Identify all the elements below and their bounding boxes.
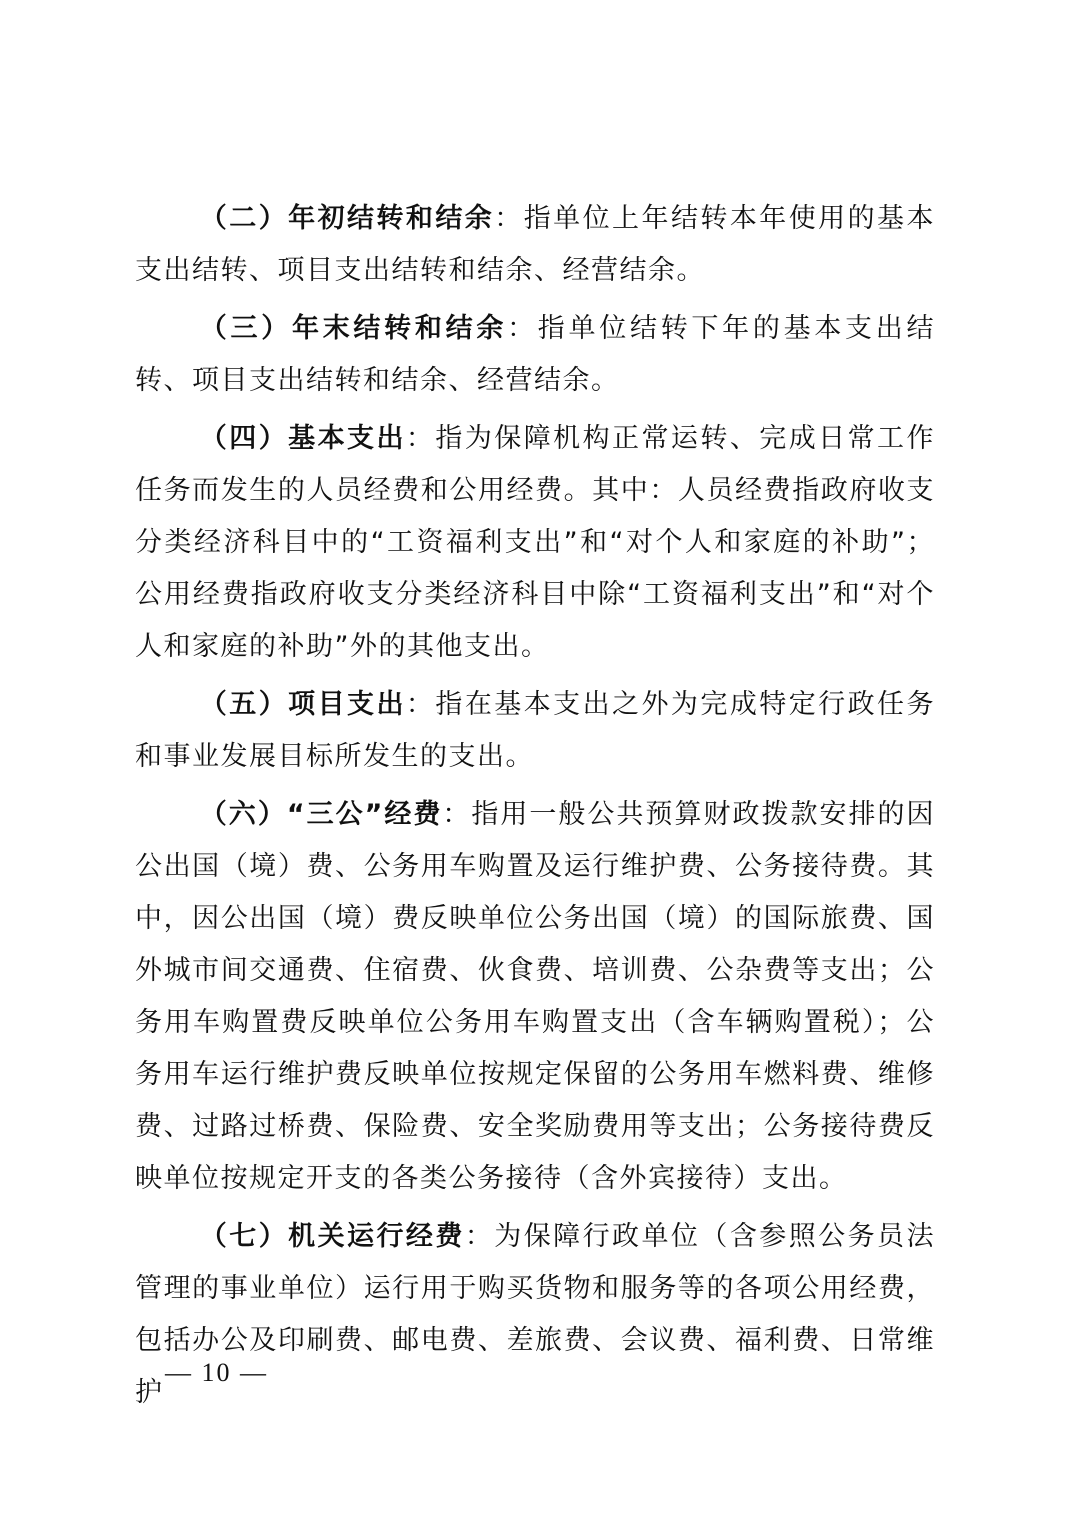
page-number: — 10 — — [165, 1358, 268, 1387]
paragraph-basic-expenditure — [135, 413, 935, 673]
definition-year-end-carryover: ：指单位结转下年的基本支出结转、项目支出结转和结余、经营结余。 — [135, 313, 936, 396]
document-body — [135, 193, 935, 1425]
term-three-public-expenses: （六）“三公”经费 — [199, 799, 443, 830]
paragraph-project-expenditure — [135, 679, 935, 783]
definition-three-public-expenses: ：指用一般公共预算财政拨款安排的因公出国（境）费、公务用车购置及运行维护费、公务接待费。其中，因公出国（境）费反映单位公务出国（境）的国际旅费、国外城市间交通费、住宿费、伙食费、培训费、公杂费等支出；公务用车购置费反映单位公务用车购置支出（含车辆购置税）；公务用车运行维护费反映单位按规定保留的公务用车燃料费、维修费、过路过桥费、保险费、安全奖励费用等支出；公务接待费反映单位按规定开支的各类公务接待（含外宾接待）支出。 — [135, 799, 936, 1194]
term-project-expenditure: （五）项目支出 — [199, 689, 406, 720]
paragraph-three-public-expenses — [135, 789, 935, 1205]
term-agency-operating-expenses: （七）机关运行经费 — [199, 1221, 465, 1252]
paragraph-year-end-carryover — [135, 303, 935, 407]
definition-agency-operating-expenses: ：为保障行政单位（含参照公务员法管理的事业单位）运行用于购买货物和服务等的各项公用经费，包括办公及印刷费、邮电费、差旅费、会议费、福利费、日常维护 — [135, 1221, 936, 1408]
definition-basic-expenditure: ：指为保障机构正常运转、完成日常工作任务而发生的人员经费和公用经费。其中：人员经费指政府收支分类经济科目中的“工资福利支出”和“对个人和家庭的补助”；公用经费指政府收支分类经济科目中除“工资福利支出”和“对个人和家庭的补助”外的其他支出。 — [135, 423, 936, 662]
paragraph-year-start-carryover — [135, 193, 935, 297]
term-basic-expenditure: （四）基本支出 — [199, 423, 406, 454]
term-year-end-carryover: （三）年末结转和结余 — [199, 313, 508, 344]
term-year-start-carryover: （二）年初结转和结余 — [199, 203, 495, 234]
definition-project-expenditure: ：指在基本支出之外为完成特定行政任务和事业发展目标所发生的支出。 — [135, 689, 936, 772]
definition-year-start-carryover: ：指单位上年结转本年使用的基本支出结转、项目支出结转和结余、经营结余。 — [135, 203, 936, 286]
